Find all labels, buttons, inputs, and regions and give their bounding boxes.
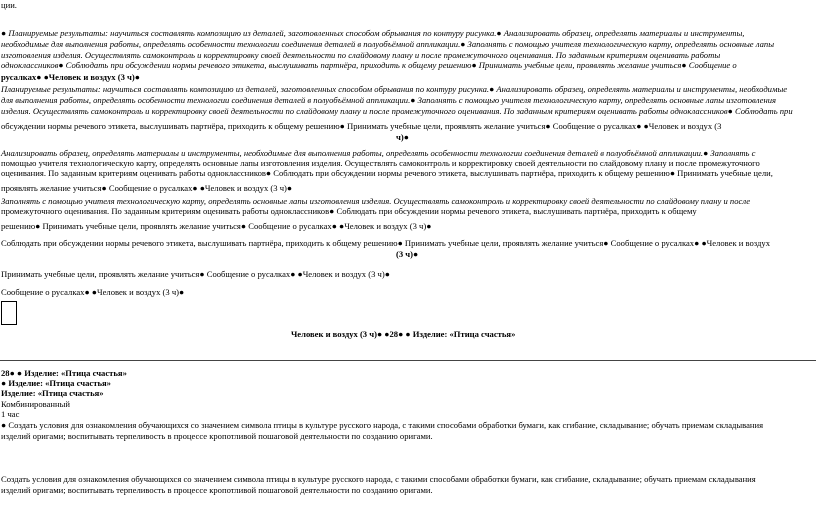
text-line: изделия. Осуществлять самоконтроль и корректировку своей деятельности по слайдовому плану и после промежуточного оценивания. По заданным критериям оценивать работы одноклассников● Соблюдать при (1, 106, 793, 116)
text-line: решению● Принимать учебные цели, проявлять желание учиться● Сообщение о русалках● ●Человек и воздух (3 ч)● (1, 221, 432, 231)
text-line: (3 ч)● (396, 249, 419, 259)
divider (0, 360, 816, 361)
text-line: ч)● (396, 132, 409, 142)
text-line: изделий оригами; воспитывать терпеливость в процессе кропотливой пошаговой деятельности по созданию оригами. (1, 485, 433, 495)
text-line: 28● ● Изделие: «Птица счастья» (1, 368, 127, 378)
text-line: изделий оригами; воспитывать терпеливость в процессе кропотливой пошаговой деятельности по созданию оригами. (1, 431, 433, 441)
text-line: Планируемые результаты: научиться составлять композицию из деталей, заготовленных способом обрывания по контуру рисунка.● Анализировать образец, определять материалы и инструменты, необходимые (1, 84, 788, 94)
text-line: ● Планируемые результаты: научиться составлять композицию из деталей, заготовленных способом обрывания по контуру рисунка.● Анализировать образец, определять материалы и инструменты, (1, 28, 745, 38)
text-line: Принимать учебные цели, проявлять желание учиться● Сообщение о русалках● ●Человек и воздух (3 ч)● (1, 269, 390, 279)
text-line: Изделие: «Птица счастья» (1, 388, 104, 398)
text-line: для выполнения работы, определять особенности технологии соединения деталей в полуобъёмной аппликации.● Заполнять с помощью учителя технологическую карту, определять основные лапы изготовления (1, 95, 777, 105)
text-line: Человек и воздух (3 ч)● ●28● ● Изделие: «Птица счастья» (291, 329, 516, 339)
text-line: 1 час (1, 409, 20, 419)
text-line: Заполнять с помощью учителя технологическую карту, определять основные лапы изготовления изделия. Осуществлять самоконтроль и корректировку своей деятельности по слайдовому плану и после (1, 196, 751, 206)
text-line: проявлять желание учиться● Сообщение о русалках● ●Человек и воздух (3 ч)● (1, 183, 293, 193)
text-line: ции. (1, 0, 17, 10)
text-line: русалках● ●Человек и воздух (3 ч)● (1, 72, 140, 82)
text-line: изготовления изделия. Осуществлять самоконтроль и корректировку своей деятельности по слайдовому плану и после промежуточного оценивания. По заданным критериям оценивать работы (1, 50, 721, 60)
text-line: Анализировать образец, определять материалы и инструменты, необходимые для выполнения работы, определять особенности технологии соединения деталей в полуобъёмной аппликации.● Заполнять с (1, 148, 756, 158)
text-line: обсуждении нормы речевого этикета, выслушивать партнёра, приходить к общему решению● Принимать учебные цели, проявлять желание учиться● Сообщение о русалках● ●Человек и воздух (3 (1, 121, 722, 131)
text-line: Соблюдать при обсуждении нормы речевого этикета, выслушивать партнёра, приходить к общему решению● Принимать учебные цели, проявлять желание учиться● Сообщение о русалках● ●Человек и воздух (1, 238, 771, 248)
text-line: промежуточного оценивания. По заданным критериям оценивать работы одноклассников● Соблюдать при обсуждении нормы речевого этикета, выслушивать партнёра, приходить к общему (1, 206, 697, 216)
table-cell-border (1, 301, 17, 325)
text-line: одноклассников● Соблюдать при обсуждении нормы речевого этикета, выслушивать партнёра, приходить к общему решению● Принимать учебные цели, проявлять желание учиться● Сообщение о (1, 60, 737, 70)
text-line: помощью учителя технологическую карту, определять основные лапы изготовления изделия. Осуществлять самоконтроль и корректировку своей деятельности по слайдовому плану и после промежуточного (1, 158, 760, 168)
text-line: ● Создать условия для ознакомления обучающихся со значением символа птицы в культуре русского народа, с такими способами обработки бумаги, как сгибание, складывание; обучать приемам складывания (1, 420, 764, 430)
text-line: Сообщение о русалках● ●Человек и воздух (3 ч)● (1, 287, 185, 297)
text-line: необходимые для выполнения работы, определять особенности технологии соединения деталей в полуобъёмной аппликации.● Заполнять с помощью учителя технологическую карту, определять основные лапы (1, 39, 775, 49)
text-line: Создать условия для ознакомления обучающихся со значением символа птицы в культуре русского народа, с такими способами обработки бумаги, как сгибание, складывание; обучать приемам складывания (1, 474, 756, 484)
text-line: ● Изделие: «Птица счастья» (1, 378, 111, 388)
text-line: оценивания. По заданным критериям оценивать работы одноклассников● Соблюдать при обсуждении нормы речевого этикета, выслушивать партнёра, приходить к общему решению● Принимать учебные цели, (1, 168, 773, 178)
text-line: Комбинированный (1, 399, 70, 409)
